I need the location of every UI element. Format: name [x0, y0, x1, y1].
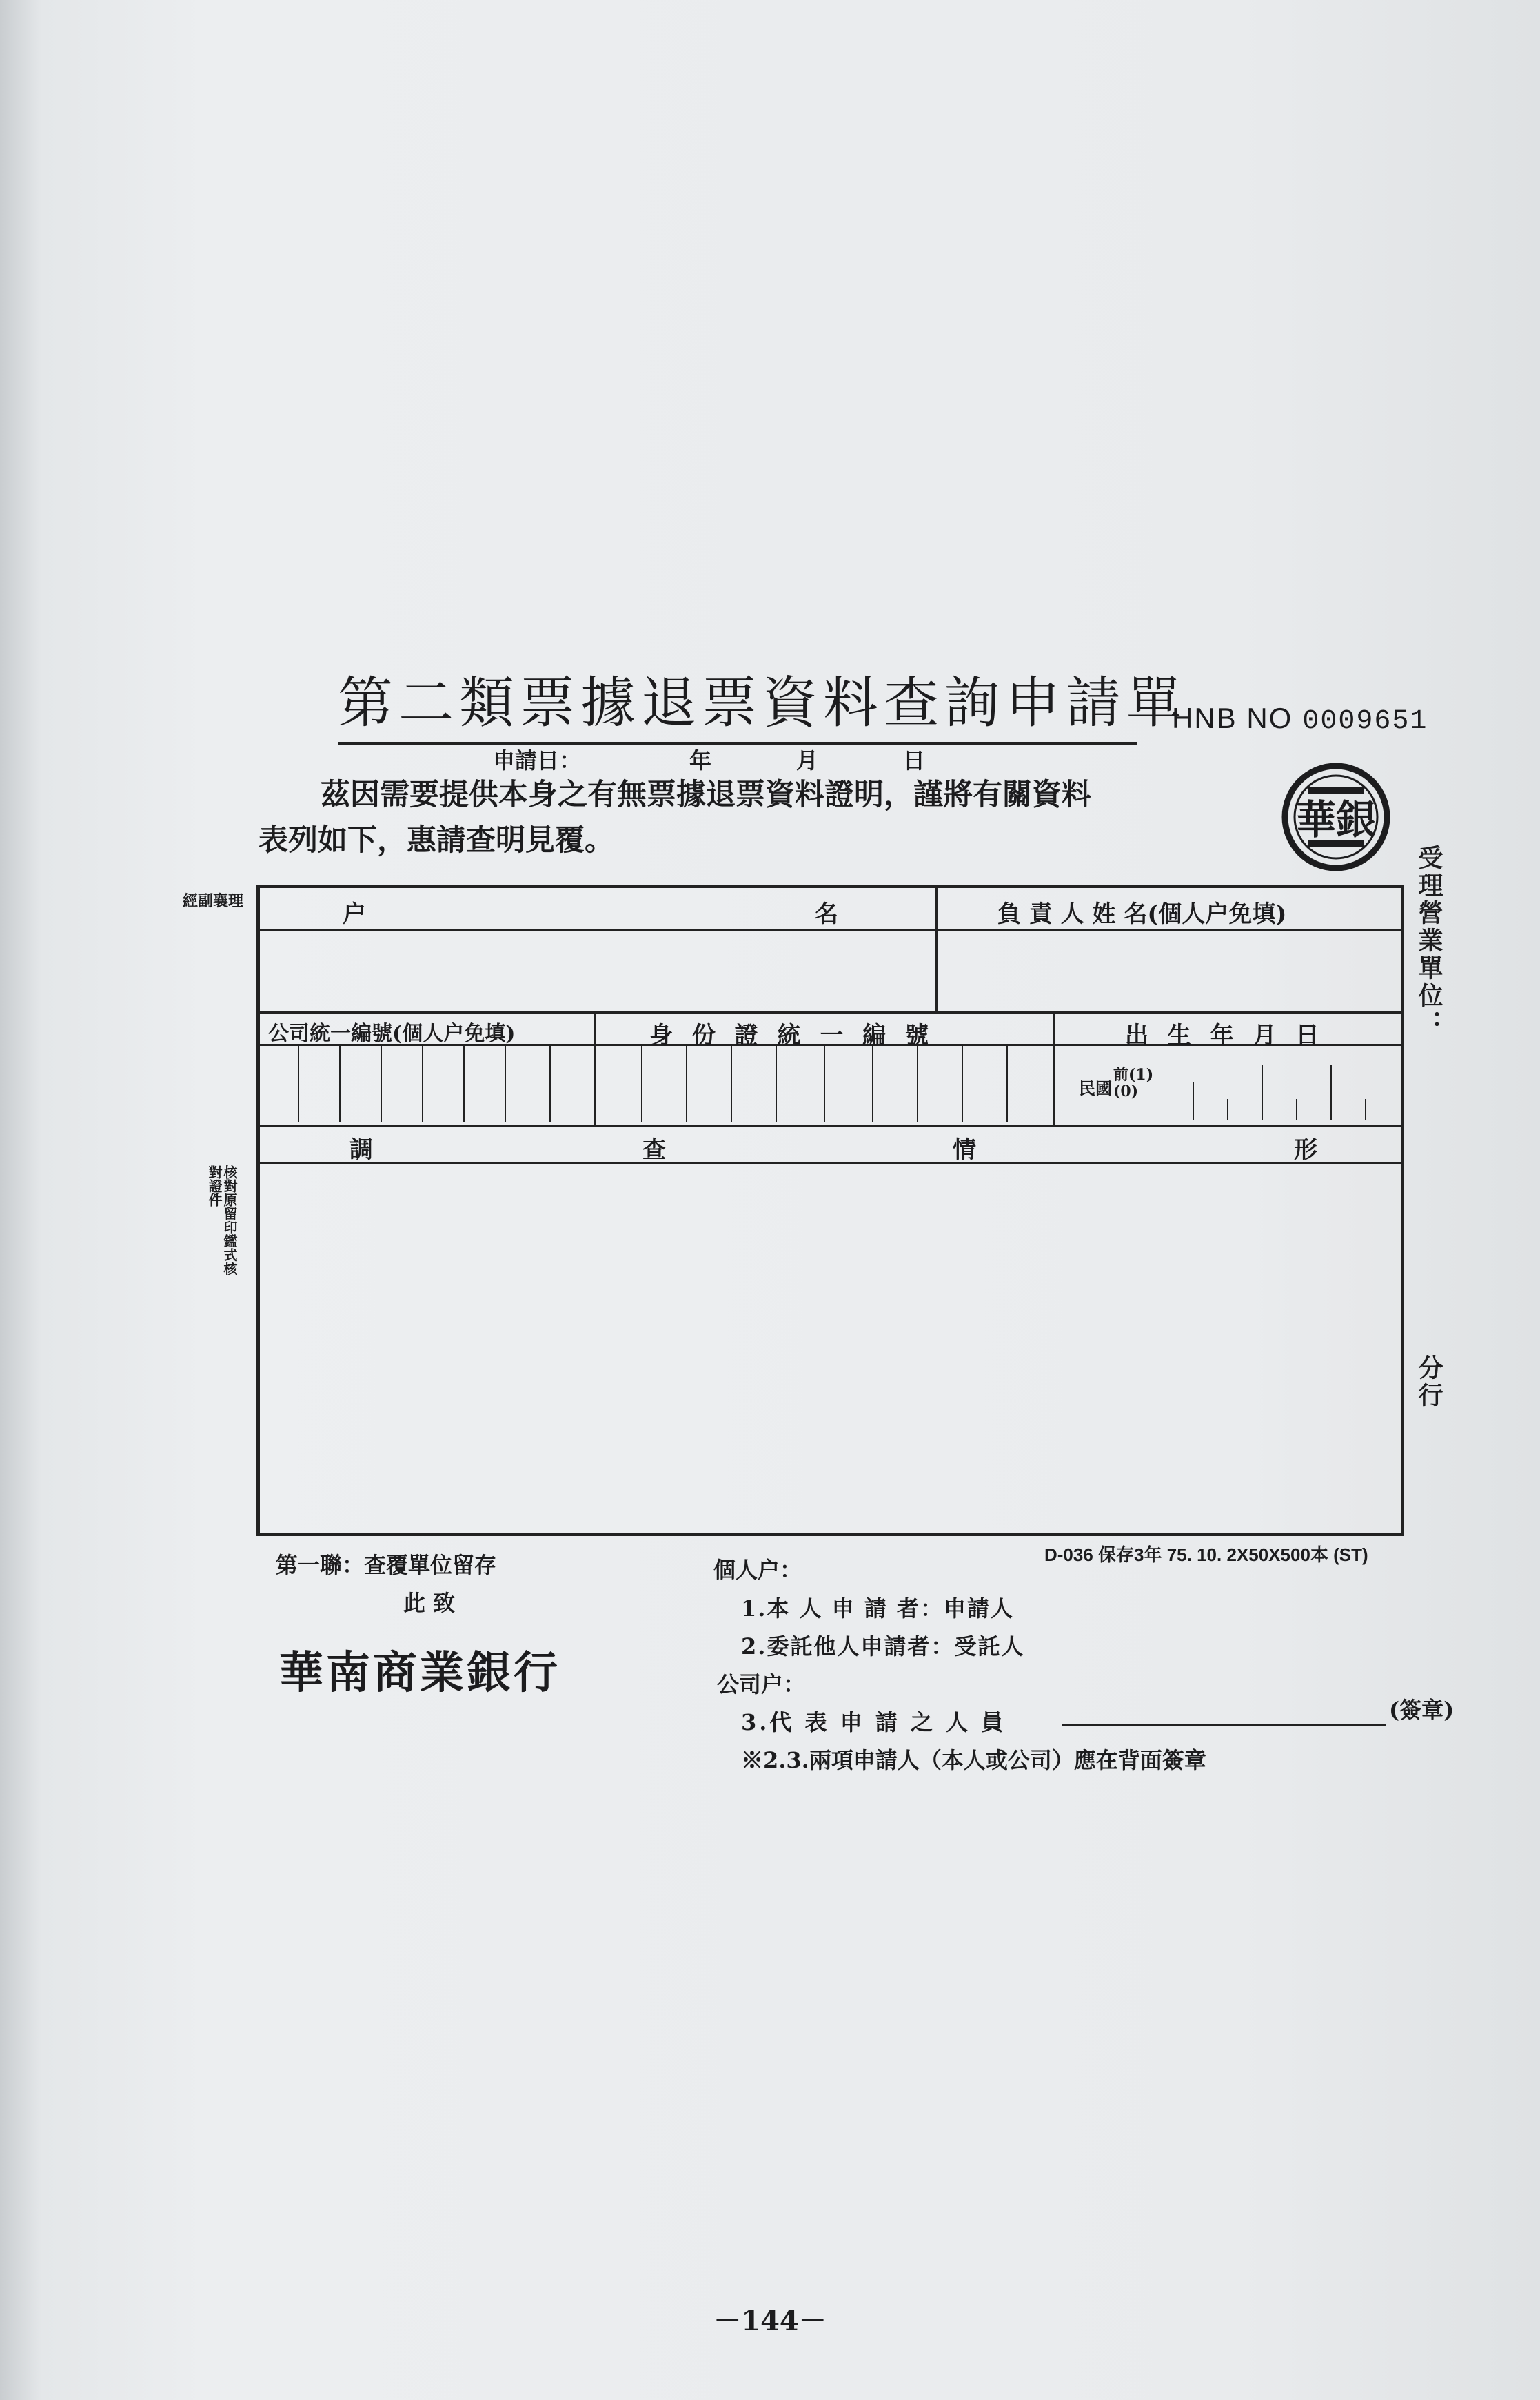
investigation-result-field[interactable]	[260, 1164, 1401, 1533]
form-number-value: 0009651	[1302, 706, 1428, 737]
roc-after: (0)	[1113, 1082, 1139, 1100]
date-day: 日	[903, 747, 926, 774]
signature-note: ※2.3.兩項申請人（本人或公司）應在背面簽章	[741, 1747, 1206, 1773]
handler-label: 經副襄理	[183, 892, 244, 910]
intro-line-2: 表列如下，惠請查明見覆。	[259, 823, 614, 858]
responsible-person-label: 負 責 人 姓 名(個人户免填)	[997, 900, 1287, 928]
form-title: 第二類票據退票資料查詢申請單	[338, 658, 1137, 745]
item-self-applicant: 1.本 人 申 請 者：申請人	[741, 1595, 1014, 1622]
roc-before: 前(1)	[1113, 1066, 1154, 1084]
account-name-label-left: 户	[343, 900, 366, 928]
roc-label: 民國	[1079, 1078, 1112, 1098]
receiving-unit-label: 受理營業單位：	[1415, 845, 1443, 1038]
form-number	[1172, 702, 1428, 737]
bank-name: 華南商業銀行	[279, 1647, 560, 1699]
individual-label: 個人户：	[713, 1557, 802, 1583]
birth-date-field[interactable]	[1055, 1046, 1403, 1122]
id-number-field[interactable]	[596, 1046, 1053, 1122]
investigation-char-4: 形	[1294, 1136, 1317, 1164]
form-number-label: HNB NO	[1172, 702, 1293, 734]
date-month: 月	[796, 747, 819, 774]
intro-paragraph	[259, 772, 1251, 863]
account-name-field[interactable]	[260, 931, 932, 1009]
inquiry-form-table	[256, 885, 1404, 1536]
seal-text: 華銀	[1295, 796, 1377, 843]
intro-line-1: 茲因需要提供本身之有無票據退票資料證明，謹將有關資料	[321, 778, 1091, 812]
closing-text: 此 致	[403, 1590, 456, 1616]
company-id-label: 公司統一編號(個人户免填)	[268, 1022, 516, 1046]
branch-label: 分行	[1415, 1355, 1443, 1410]
date-year: 年	[689, 747, 712, 774]
responsible-person-field[interactable]	[939, 931, 1401, 1009]
company-id-field[interactable]	[260, 1046, 594, 1122]
print-info: D-036 保存3年 75. 10. 2X50X500本 (ST)	[1044, 1544, 1368, 1565]
item-representative: 3.代 表 申 請 之 人 員	[741, 1709, 1006, 1735]
verify-label: 核對原留印鑑式核對證件	[206, 1165, 238, 1275]
investigation-char-3: 情	[953, 1136, 976, 1164]
application-date-label: 申請日：	[493, 747, 582, 774]
signature-line[interactable]	[1062, 1724, 1386, 1726]
item-delegate-applicant: 2.委託他人申請者：受託人	[741, 1633, 1025, 1660]
bank-seal-icon	[1281, 762, 1391, 872]
id-number-label: 身 份 證 統 一 編 號	[649, 1022, 935, 1049]
signature-label: (簽章)	[1389, 1697, 1455, 1723]
roc-options	[1113, 1067, 1153, 1100]
account-name-label-right: 名	[815, 900, 838, 928]
company-label: 公司户：	[717, 1671, 806, 1697]
investigation-char-1: 調	[349, 1136, 373, 1164]
birth-date-label: 出 生 年 月 日	[1125, 1022, 1325, 1049]
page-number: －144－	[713, 2305, 827, 2337]
investigation-char-2: 查	[642, 1136, 666, 1164]
copy-note: 第一聯：查覆單位留存	[276, 1552, 497, 1578]
